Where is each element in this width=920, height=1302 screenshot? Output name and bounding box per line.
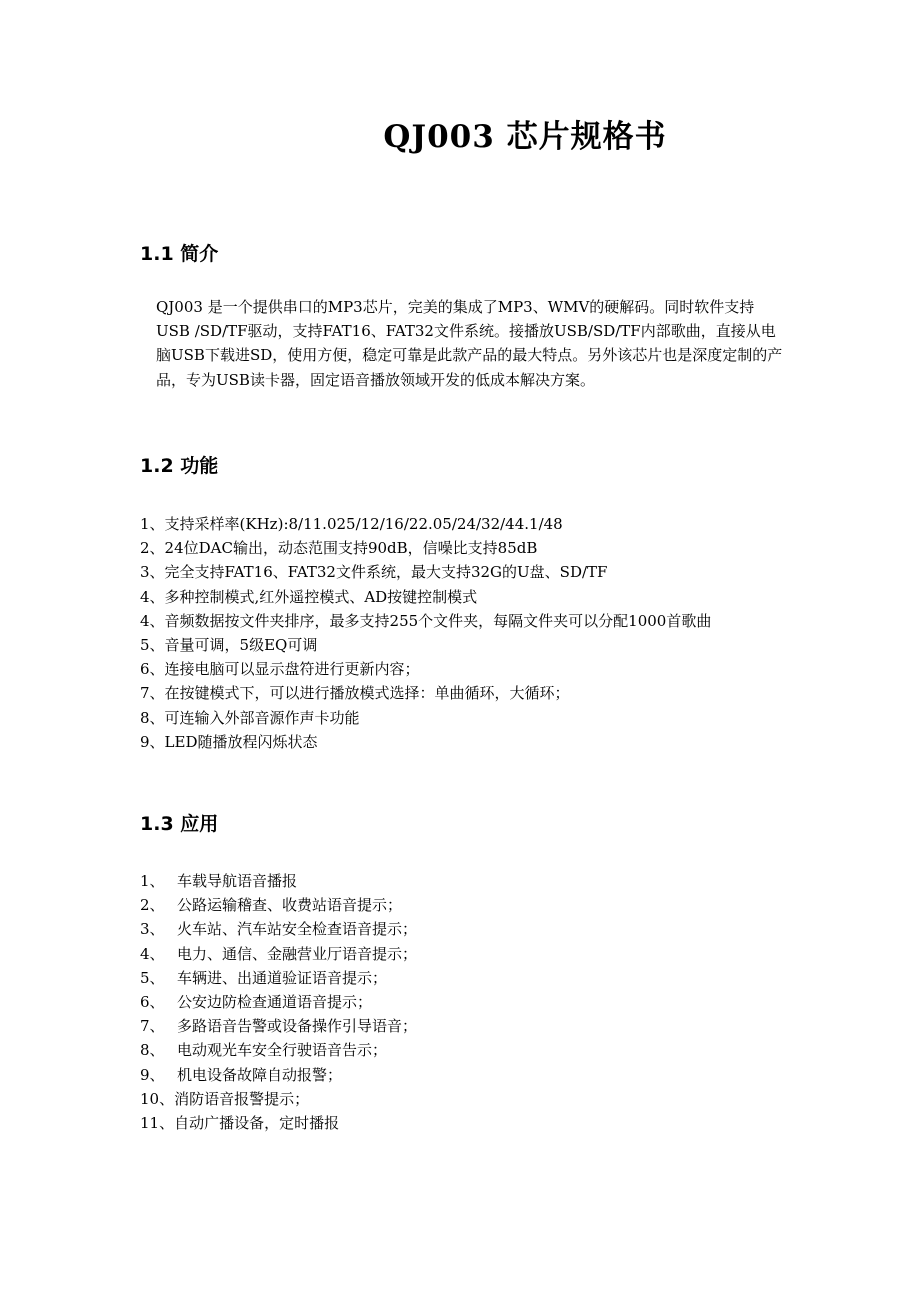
item-number: 4、	[140, 944, 165, 963]
list-item: 5、音量可调，5级EQ可调	[140, 636, 318, 655]
list-item	[140, 917, 790, 941]
list-item: 7、在按键模式下，可以进行播放模式选择：单曲循环，大循环；	[140, 684, 570, 703]
item-text: 电动观光车安全行驶语音告示；	[177, 1041, 388, 1060]
applications-list	[140, 869, 790, 1135]
item-number: 5、	[140, 968, 165, 987]
item-number: 2、	[140, 896, 165, 915]
list-item	[140, 1038, 790, 1062]
section-heading-intro: 1.1 简介	[140, 243, 219, 265]
item-text: 电力、通信、金融营业厅语音提示；	[177, 944, 418, 963]
item-number: 10、	[140, 1089, 175, 1108]
item-number: 1、	[140, 872, 165, 890]
list-item	[140, 893, 790, 917]
item-text: 消防语音报警提示；	[174, 1089, 310, 1108]
document-title: QJ003 芯片规格书	[383, 119, 667, 155]
intro-paragraph: QJ003 是一个提供串口的MP3芯片，完美的集成了MP3、WMV的硬解码。同时软件支持USB /SD/TF驱动，支持FAT16、FAT32文件系统。接播放USB/SD/TF内部歌曲，直接从电脑USB下载进SD，使用方便，稳定可靠是此款产品的最大特点。另外该芯片也是深度定制的产品，专为USB读卡器，固定语音播放领域开发的低成本解决方案。	[156, 298, 783, 389]
item-text: 公安边防检查通道语音提示；	[177, 993, 373, 1012]
section-heading-features: 1.2 功能	[140, 455, 219, 477]
item-text: 机电设备故障自动报警；	[177, 1065, 343, 1084]
item-text: 车载导航语音播报	[177, 872, 298, 890]
list-item: 4、音频数据按文件夹排序，最多支持255个文件夹，每隔文件夹可以分配1000首歌曲	[140, 611, 712, 630]
list-item	[140, 990, 790, 1014]
item-text: 车辆进、出通道验证语音提示；	[177, 968, 388, 987]
item-text: 公路运输稽查、收费站语音提示；	[177, 896, 403, 915]
list-item: 9、LED随播放程闪烁状态	[140, 732, 318, 751]
list-item	[140, 1087, 790, 1111]
list-item	[140, 942, 790, 966]
item-number: 9、	[140, 1065, 165, 1084]
list-item	[140, 1111, 790, 1135]
item-text: 火车站、汽车站安全检查语音提示；	[177, 920, 418, 939]
list-item: 3、完全支持FAT16、FAT32文件系统，最大支持32G的U盘、SD/TF	[140, 563, 608, 582]
list-item	[140, 966, 790, 990]
list-item: 2、24位DAC输出，动态范围支持90dB，信噪比支持85dB	[140, 539, 538, 558]
item-number: 6、	[140, 993, 165, 1012]
list-item: 8、可连输入外部音源作声卡功能	[140, 708, 360, 727]
item-number: 3、	[140, 920, 165, 939]
item-text: 自动广播设备，定时播报	[174, 1114, 340, 1133]
item-number: 11、	[140, 1114, 175, 1133]
item-number: 8、	[140, 1041, 165, 1060]
list-item: 6、连接电脑可以显示盘符进行更新内容；	[140, 660, 420, 679]
features-list	[140, 512, 790, 754]
list-item: 1、支持采样率(KHz):8/11.025/12/16/22.05/24/32/44.1/48	[140, 515, 563, 533]
list-item	[140, 1014, 790, 1038]
list-item	[140, 869, 790, 893]
item-number: 7、	[140, 1017, 165, 1036]
list-item: 4、多种控制模式,红外遥控模式、AD按键控制模式	[140, 587, 478, 606]
list-item	[140, 1063, 790, 1087]
section-heading-applications: 1.3 应用	[140, 813, 219, 835]
item-text: 多路语音告警或设备操作引导语音；	[177, 1017, 418, 1036]
